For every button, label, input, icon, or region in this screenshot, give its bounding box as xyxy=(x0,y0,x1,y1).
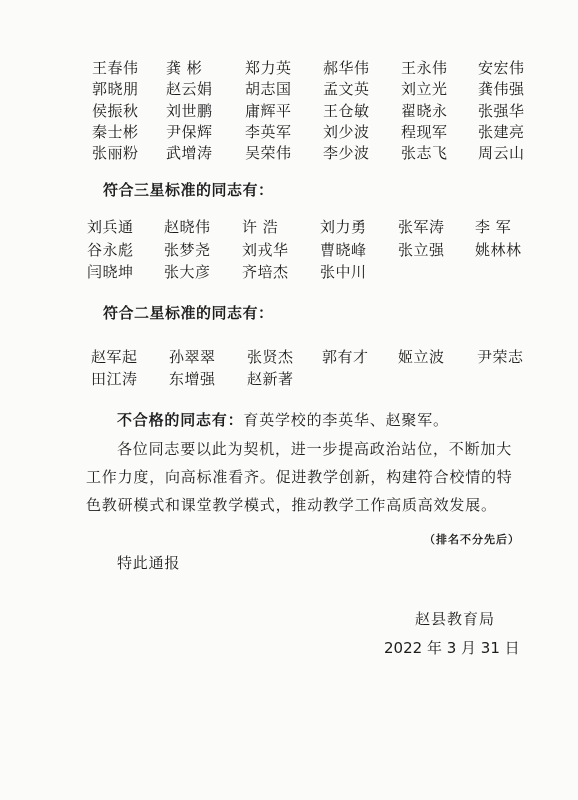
name-cell: 王永伟 xyxy=(401,59,448,77)
name-row xyxy=(0,239,578,261)
name-cell: 田江涛 xyxy=(91,370,138,388)
name-cell: 李 军 xyxy=(475,218,512,236)
name-cell: 刘立光 xyxy=(401,80,448,98)
name-cell: 孙翠翠 xyxy=(169,348,216,366)
name-cell: 翟晓永 xyxy=(401,102,448,120)
name-row xyxy=(0,57,578,79)
name-row xyxy=(0,346,578,368)
name-cell: 王春伟 xyxy=(92,59,139,77)
name-cell: 张建亮 xyxy=(478,123,525,141)
name-cell: 吴荣伟 xyxy=(245,144,292,162)
name-row xyxy=(0,216,578,238)
name-cell: 张丽粉 xyxy=(92,144,139,162)
paragraph-line: 工作力度，向高标准看齐。促进教学创新，构建符合校情的特 xyxy=(86,468,513,486)
unqualified-line xyxy=(117,409,449,430)
name-cell: 郭有才 xyxy=(322,348,369,366)
two-star-heading: 符合二星标准的同志有： xyxy=(103,304,274,322)
name-cell: 赵晓伟 xyxy=(164,218,211,236)
name-cell: 王仓敏 xyxy=(323,102,370,120)
name-cell: 周云山 xyxy=(478,144,525,162)
name-cell: 郝华伟 xyxy=(323,59,370,77)
name-cell: 龚 彬 xyxy=(166,59,203,77)
three-star-heading: 符合三星标准的同志有： xyxy=(103,181,274,199)
name-cell: 孟文英 xyxy=(323,80,370,98)
name-cell: 赵新著 xyxy=(247,370,294,388)
name-cell: 胡志国 xyxy=(245,80,292,98)
name-cell: 郑力英 xyxy=(245,59,292,77)
name-cell: 刘力勇 xyxy=(320,218,367,236)
name-cell: 东增强 xyxy=(169,370,216,388)
name-cell: 郭晓朋 xyxy=(92,80,139,98)
name-cell: 刘兵通 xyxy=(87,218,134,236)
name-cell: 尹保辉 xyxy=(166,123,213,141)
name-cell: 尹荣志 xyxy=(477,348,524,366)
name-cell: 张大彦 xyxy=(164,263,211,281)
name-row xyxy=(0,261,578,283)
ranking-note: （排名不分先后） xyxy=(424,533,520,546)
name-cell: 赵云娟 xyxy=(166,80,213,98)
name-cell: 齐培杰 xyxy=(242,263,289,281)
unqualified-text: 育英学校的李英华、赵聚军。 xyxy=(243,411,449,429)
unqualified-label: 不合格的同志有： xyxy=(117,411,244,429)
name-cell: 秦士彬 xyxy=(92,123,139,141)
paragraph-line: 色教研模式和课堂教学模式，推动教学工作高质高效发展。 xyxy=(86,496,497,514)
name-cell: 许 浩 xyxy=(242,218,279,236)
name-cell: 姬立波 xyxy=(398,348,445,366)
name-cell: 刘少波 xyxy=(323,123,370,141)
issuing-org: 赵县教育局 xyxy=(415,610,496,628)
name-cell: 侯振秋 xyxy=(92,102,139,120)
name-cell: 刘戎华 xyxy=(242,241,289,259)
name-row xyxy=(0,100,578,122)
name-row xyxy=(0,78,578,100)
name-row xyxy=(0,142,578,164)
closing-text: 特此通报 xyxy=(117,554,181,572)
name-cell: 张中川 xyxy=(320,263,367,281)
name-cell: 庸辉平 xyxy=(245,102,292,120)
name-cell: 程现军 xyxy=(401,123,448,141)
name-cell: 谷永彪 xyxy=(87,241,134,259)
name-cell: 曹晓峰 xyxy=(320,241,367,259)
name-cell: 张立强 xyxy=(398,241,445,259)
name-cell: 安宏伟 xyxy=(478,59,525,77)
name-cell: 武增涛 xyxy=(166,144,213,162)
name-cell: 李英军 xyxy=(245,123,292,141)
name-cell: 姚林林 xyxy=(475,241,522,259)
name-cell: 刘世鹏 xyxy=(166,102,213,120)
name-row xyxy=(0,121,578,143)
name-cell: 闫晓坤 xyxy=(87,263,134,281)
name-cell: 张军涛 xyxy=(398,218,445,236)
name-cell: 张梦尧 xyxy=(164,241,211,259)
name-cell: 李少波 xyxy=(323,144,370,162)
name-row xyxy=(0,368,578,390)
name-cell: 张志飞 xyxy=(401,144,448,162)
name-cell: 张强华 xyxy=(478,102,525,120)
name-cell: 张贤杰 xyxy=(247,348,294,366)
issue-date: 2022 年 3 月 31 日 xyxy=(384,639,520,657)
name-cell: 龚伟强 xyxy=(478,80,525,98)
paragraph-line: 各位同志要以此为契机，进一步提高政治站位，不断加大 xyxy=(117,440,513,458)
name-cell: 赵军起 xyxy=(91,348,138,366)
